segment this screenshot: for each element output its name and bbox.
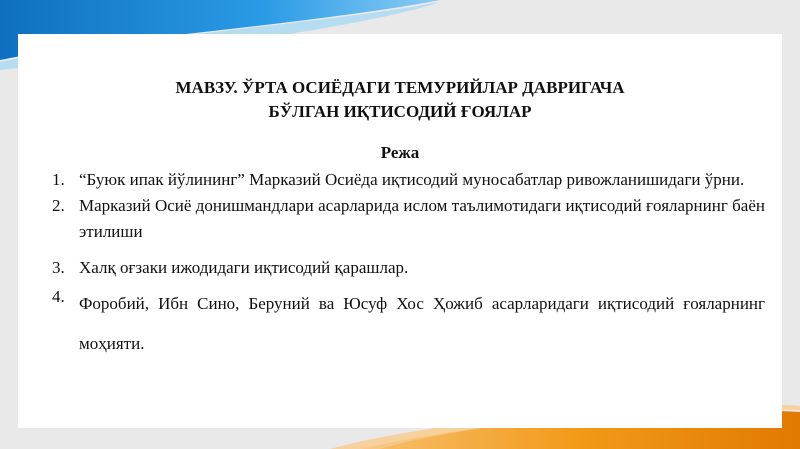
item-number: 2. — [52, 196, 65, 215]
plan-heading: Режа — [380, 143, 420, 162]
list-item — [52, 255, 765, 281]
item-number: 1. — [52, 170, 65, 189]
item-text: Халқ оғзаки ижодидаги иқтисодий қарашлар. — [79, 258, 409, 277]
item-text: Марказий Осиё донишмандлари асарларида ислом таълимотидаги иқтисодий ғояларнинг баён этилиши — [79, 196, 765, 241]
item-number: 4. — [52, 287, 65, 306]
title-line-2: БЎЛГАН ИҚТИСОДИЙ ҒОЯЛАР — [268, 102, 532, 121]
plan-list — [52, 167, 765, 364]
item-text: Форобий, Ибн Сино, Беруний ва Юсуф Хос Ҳожиб асарларидаги иқтисодий ғояларнинг моҳияти. — [79, 294, 765, 353]
list-item — [52, 167, 765, 193]
slide-title — [0, 76, 800, 124]
item-text: “Буюк ипак йўлининг” Марказий Осиёда иқтисодий муносабатлар ривожланишидаги ўрни. — [79, 170, 745, 189]
item-number: 3. — [52, 258, 65, 277]
title-line-1: МАВЗУ. ЎРТА ОСИЁДАГИ ТЕМУРИЙЛАР ДАВРИГАЧА — [175, 78, 625, 97]
list-item — [52, 193, 765, 245]
list-item — [52, 284, 765, 364]
